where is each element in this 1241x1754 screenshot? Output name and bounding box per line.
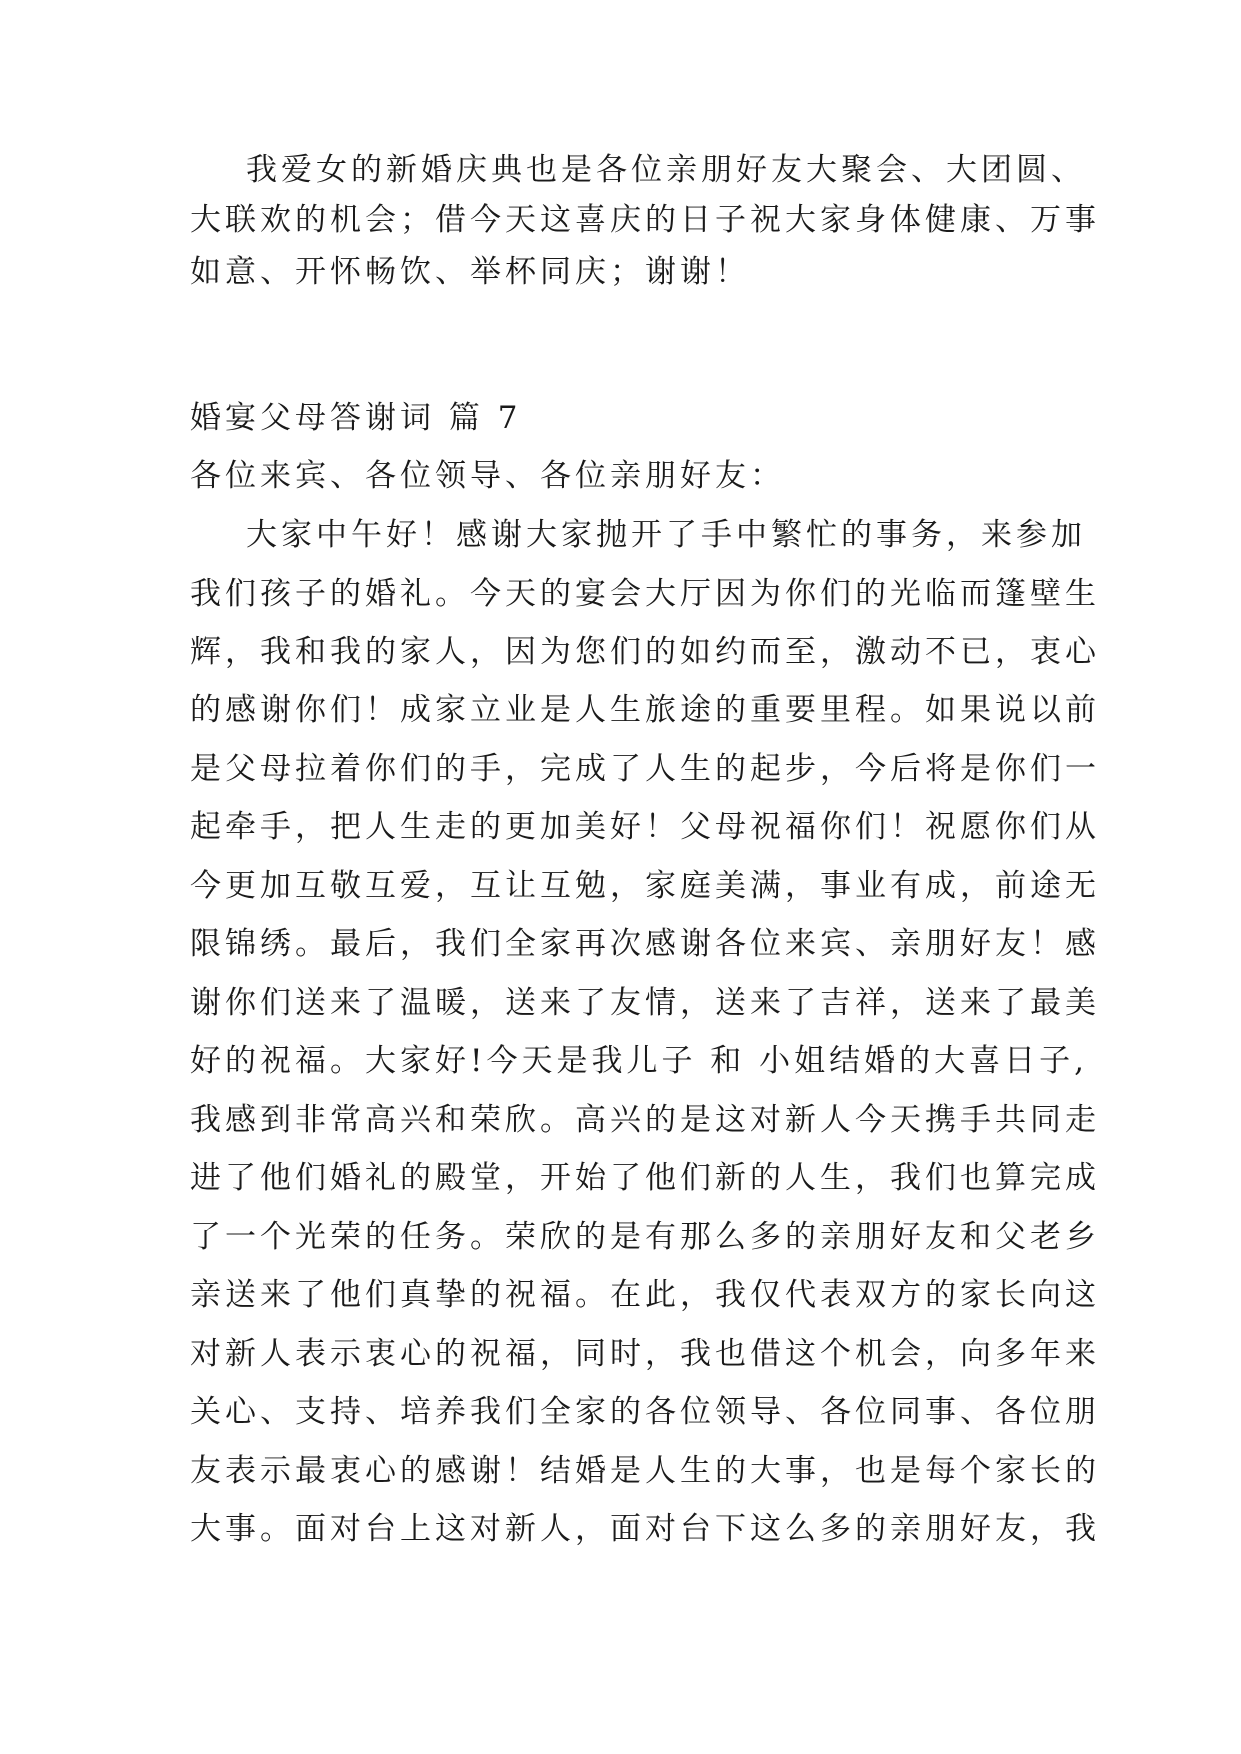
paragraph-line: 起牵手，把人生走的更加美好！父母祝福你们！祝愿你们从 — [190, 809, 1100, 845]
paragraph-line: 我们孩子的婚礼。今天的宴会大厅因为你们的光临而篷壁生 — [190, 576, 1100, 612]
paragraph-line: 大家中午好！感谢大家抛开了手中繁忙的事务，来参加 — [246, 517, 1086, 553]
paragraph-line: 大联欢的机会；借今天这喜庆的日子祝大家身体健康、万事 — [190, 202, 1100, 238]
paragraph-line: 关心、支持、培养我们全家的各位领导、各位同事、各位朋 — [190, 1394, 1100, 1430]
salutation: 各位来宾、各位领导、各位亲朋好友： — [190, 458, 785, 494]
paragraph-line: 友表示最衷心的感谢！结婚是人生的大事，也是每个家长的 — [190, 1453, 1100, 1489]
paragraph-line: 的感谢你们！成家立业是人生旅途的重要里程。如果说以前 — [190, 692, 1100, 728]
paragraph-line: 进了他们婚礼的殿堂，开始了他们新的人生，我们也算完成 — [190, 1160, 1100, 1196]
paragraph-line: 好的祝福。大家好!今天是我儿子 和 小姐结婚的大喜日子, — [190, 1043, 1089, 1079]
paragraph-line: 谢你们送来了温暖，送来了友情，送来了吉祥，送来了最美 — [190, 985, 1100, 1021]
paragraph-line: 了一个光荣的任务。荣欣的是有那么多的亲朋好友和父老乡 — [190, 1219, 1100, 1255]
paragraph-line: 辉，我和我的家人，因为您们的如约而至，激动不已，衷心 — [190, 634, 1100, 670]
paragraph-line: 亲送来了他们真挚的祝福。在此，我仅代表双方的家长向这 — [190, 1277, 1100, 1313]
paragraph-line: 对新人表示衷心的祝福，同时，我也借这个机会，向多年来 — [190, 1336, 1100, 1372]
paragraph-line: 今更加互敬互爱，互让互勉，家庭美满，事业有成，前途无 — [190, 868, 1100, 904]
paragraph-line: 大事。面对台上这对新人，面对台下这么多的亲朋好友，我 — [190, 1511, 1100, 1547]
section-heading: 婚宴父母答谢词 篇 7 — [190, 400, 522, 436]
paragraph-line: 我爱女的新婚庆典也是各位亲朋好友大聚会、大团圆、 — [246, 152, 1086, 188]
paragraph-line: 如意、开怀畅饮、举杯同庆；谢谢！ — [190, 254, 750, 290]
paragraph-line: 是父母拉着你们的手，完成了人生的起步，今后将是你们一 — [190, 751, 1100, 787]
paragraph-line: 限锦绣。最后，我们全家再次感谢各位来宾、亲朋好友！感 — [190, 926, 1100, 962]
paragraph-line: 我感到非常高兴和荣欣。高兴的是这对新人今天携手共同走 — [190, 1102, 1100, 1138]
